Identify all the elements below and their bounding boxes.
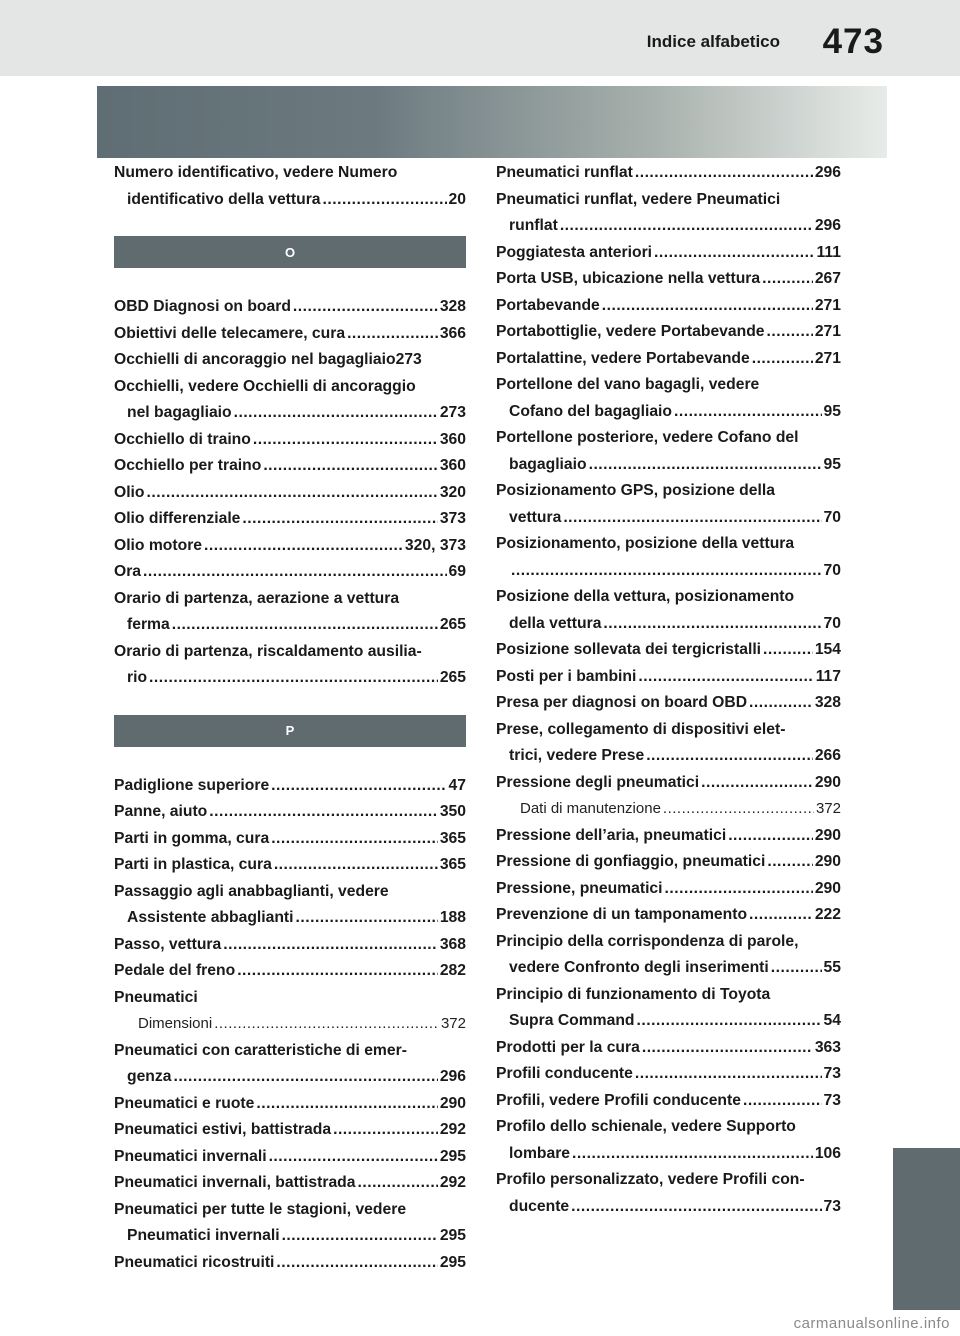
index-subentry: Dati di manutenzione ..... 372 <box>496 796 841 823</box>
index-entry: Orario di partenza, aerazione a vettura <box>114 589 400 607</box>
index-entry: Pneumatici ricostruiti ..... 295 <box>114 1250 466 1277</box>
index-entry: Parti in gomma, cura ..... 365 <box>114 826 466 853</box>
chapter-tab <box>893 1148 960 1310</box>
right-column <box>496 158 841 1220</box>
index-entry: OBD Diagnosi on board ..... 328 <box>114 294 466 321</box>
index-entry: nel bagagliaio ..... 273 <box>114 400 466 427</box>
index-entry: Occhiello di traino ..... 360 <box>114 427 466 454</box>
index-entry: Profilo personalizzato, vedere Profili con- <box>496 1171 805 1188</box>
index-entry: Pneumatici con caratteristiche di emer- <box>114 1041 407 1059</box>
index-entry: ducente ..... 73 <box>496 1194 841 1221</box>
index-entry: Assistente abbaglianti ..... 188 <box>114 905 466 932</box>
header-banner <box>97 86 887 158</box>
index-entry: Prevenzione di un tamponamento ..... 222 <box>496 902 841 929</box>
index-entry: Pneumatici invernali ..... 295 <box>114 1144 466 1171</box>
index-entry: Pneumatici runflat, vedere Pneumatici <box>496 190 781 208</box>
index-entry: Pressione di gonfiaggio, pneumatici ..... 290 <box>496 849 841 876</box>
watermark: carmanualsonline.info <box>793 1315 950 1332</box>
index-entry: Pneumatici e ruote ..... 290 <box>114 1091 466 1118</box>
index-entry: Principio della corrispondenza di parole, <box>496 932 799 950</box>
index-entry: Prodotti per la cura ..... 363 <box>496 1035 841 1062</box>
index-entry: runflat ..... 296 <box>496 213 841 240</box>
index-entry: Pneumatici runflat ..... 296 <box>496 160 841 187</box>
index-entry: Posti per i bambini ..... 117 <box>496 664 841 691</box>
index-entry: Panne, aiuto ..... 350 <box>114 799 466 826</box>
index-entry: Passo, vettura ..... 368 <box>114 932 466 959</box>
index-entry: Posizione sollevata dei tergicristalli ..... 154 <box>496 637 841 664</box>
index-entry: Pressione, pneumatici ..... 290 <box>496 876 841 903</box>
index-entry: Numero identificativo, vedere Numero <box>114 164 398 181</box>
index-entry: Principio di funzionamento di Toyota <box>496 985 771 1003</box>
left-column <box>114 158 466 1276</box>
index-entry: Padiglione superiore ..... 47 <box>114 773 466 800</box>
index-entry: Pneumatici <box>114 988 198 1006</box>
index-subentry: Dimensioni ..... 372 <box>114 1011 466 1038</box>
index-entry: Passaggio agli anabbaglianti, vedere <box>114 882 389 900</box>
index-entry: bagagliaio ..... 95 <box>496 452 841 479</box>
index-entry: Orario di partenza, riscaldamento ausilia- <box>114 642 422 660</box>
index-entry: Portellone posteriore, vedere Cofano del <box>496 429 799 446</box>
index-entry: Olio ..... 320 <box>114 480 466 507</box>
index-entry: Presa per diagnosi on board OBD ..... 328 <box>496 690 841 717</box>
letter-header-p: P <box>114 715 466 747</box>
index-entry: Profilo dello schienale, vedere Supporto <box>496 1118 796 1135</box>
index-entry: Supra Command ..... 54 <box>496 1008 841 1035</box>
index-entry: trici, vedere Prese ..... 266 <box>496 743 841 770</box>
index-entry: Porta USB, ubicazione nella vettura ..... 267 <box>496 266 841 293</box>
index-entry: Portellone del vano bagagli, vedere <box>496 376 760 393</box>
index-entry: vettura ..... 70 <box>496 505 841 532</box>
index-entry: Posizionamento, posizione della vettura <box>496 535 795 552</box>
index-entry: Profili conducente ..... 73 <box>496 1061 841 1088</box>
index-entry: Pressione dell’aria, pneumatici ..... 290 <box>496 823 841 850</box>
index-entry: Occhiello per traino ..... 360 <box>114 453 466 480</box>
index-entry: rio ..... 265 <box>114 665 466 692</box>
index-entry: Olio motore ..... 320, 373 <box>114 533 466 560</box>
index-entry: vedere Confronto degli inserimenti ..... 55 <box>496 955 841 982</box>
index-entry: Pedale del freno ..... 282 <box>114 958 466 985</box>
index-entry: Pneumatici invernali ..... 295 <box>114 1223 466 1250</box>
index-entry: ..... 70 <box>496 558 841 585</box>
index-entry: Posizione della vettura, posizionamento <box>496 588 795 605</box>
index-entry: Pneumatici per tutte le stagioni, vedere <box>114 1200 407 1218</box>
index-entry: della vettura ..... 70 <box>496 611 841 638</box>
page-number: 473 <box>822 22 884 61</box>
index-entry: Ora ..... 69 <box>114 559 466 586</box>
index-entry: Obiettivi delle telecamere, cura ..... 366 <box>114 321 466 348</box>
index-entry: Portabottiglie, vedere Portabevande ..... 271 <box>496 319 841 346</box>
index-entry: Prese, collegamento di dispositivi elet- <box>496 720 786 738</box>
index-entry: identificativo della vettura ..... 20 <box>114 187 466 214</box>
index-entry: Poggiatesta anteriori ..... 111 <box>496 240 841 267</box>
index-entry: genza ..... 296 <box>114 1064 466 1091</box>
letter-header-o: O <box>114 236 466 268</box>
index-entry: lombare ..... 106 <box>496 1141 841 1168</box>
index-entry: Profili, vedere Profili conducente ..... 73 <box>496 1088 841 1115</box>
index-entry: Pneumatici invernali, battistrada ..... 292 <box>114 1170 466 1197</box>
header-strip <box>0 0 960 76</box>
index-entry: Portabevande ..... 271 <box>496 293 841 320</box>
index-entry: Occhielli, vedere Occhielli di ancoraggio <box>114 377 416 395</box>
index-entry: Portalattine, vedere Portabevande ..... 271 <box>496 346 841 373</box>
index-entry: ferma ..... 265 <box>114 612 466 639</box>
section-title: Indice alfabetico <box>646 32 780 51</box>
index-entry: Posizionamento GPS, posizione della <box>496 482 775 499</box>
index-entry: Olio differenziale ..... 373 <box>114 506 466 533</box>
index-entry: Parti in plastica, cura ..... 365 <box>114 852 466 879</box>
index-entry: Occhielli di ancoraggio nel bagagliaio273 <box>114 351 422 368</box>
index-entry: Cofano del bagagliaio ..... 95 <box>496 399 841 426</box>
index-entry: Pneumatici estivi, battistrada ..... 292 <box>114 1117 466 1144</box>
index-entry: Pressione degli pneumatici ..... 290 <box>496 770 841 797</box>
